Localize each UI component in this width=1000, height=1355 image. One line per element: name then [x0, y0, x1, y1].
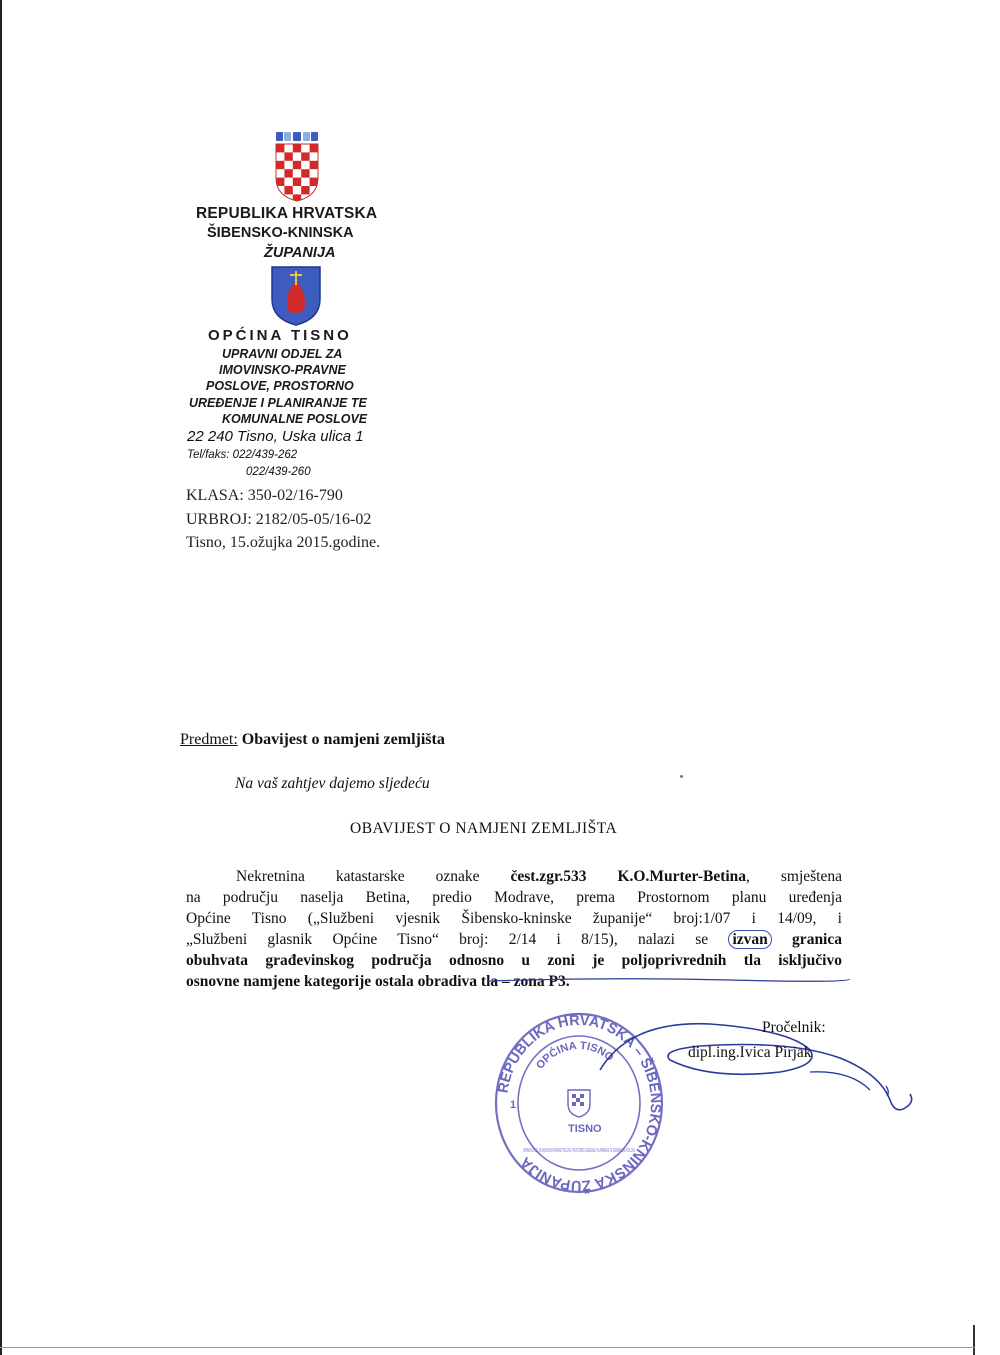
- stamp-number: 1: [510, 1099, 517, 1111]
- parcel-reference: čest.zgr.533 K.O.Murter-Betina: [510, 868, 747, 885]
- department-line: UREĐENJE I PLANIRANJE TE: [189, 396, 367, 410]
- body-line: [186, 930, 842, 950]
- scan-speck: [680, 775, 683, 778]
- klasa: KLASA: 350-02/16-790: [186, 487, 343, 504]
- handwritten-signature: [590, 1010, 930, 1130]
- department-line: POSLOVE, PROSTORNO: [206, 379, 354, 393]
- body-text: , smještena: [746, 868, 843, 885]
- body-line: osnovne namjene kategorije ostala obradiva tla – zona P3.: [186, 973, 570, 990]
- body-line: obuhvata građevinskog područja odnosno u zoni je poljoprivrednih tla isključivo: [186, 952, 842, 969]
- stamp-center-text: TISNO: [568, 1123, 602, 1135]
- stamp-inner-top: OPĆINA TISNO: [534, 1039, 616, 1072]
- body-line: na području naselja Betina, predio Modrave, prema Prostornom planu uređenja: [186, 889, 842, 906]
- greeting: Na vaš zahtjev dajemo sljedeću: [235, 775, 430, 792]
- municipality-name: OPĆINA TISNO: [208, 327, 352, 344]
- header-county-line1: ŠIBENSKO-KNINSKA: [207, 225, 354, 241]
- page-edge-bottom: [0, 1347, 975, 1348]
- circled-word: izvan: [728, 930, 771, 949]
- page-edge-right: [973, 1325, 975, 1355]
- stamp-coat-icon: [568, 1090, 590, 1117]
- department-line: IMOVINSKO-PRAVNE: [219, 363, 346, 377]
- pen-underline-mark: [490, 975, 850, 987]
- tisno-municipality-crest-icon: [270, 265, 322, 327]
- body-line: Općine Tisno („Službeni vjesnik Šibensko-kninske županije“ broj:1/07 i 14/09, i: [186, 910, 842, 927]
- address: 22 240 Tisno, Uska ulica 1: [187, 428, 364, 445]
- page-edge-left: [0, 0, 2, 1355]
- header-county-line2: ŽUPANIJA: [264, 245, 336, 261]
- body-text: Nekretnina katastarske oznake: [236, 868, 511, 885]
- header-country: REPUBLIKA HRVATSKA: [196, 205, 378, 222]
- stamp-outer-text: REPUBLIKA HRVATSKA – ŠIBENSKO-KNINSKA ŽUPANIJA: [495, 1012, 664, 1194]
- department-line: UPRAVNI ODJEL ZA: [222, 347, 343, 361]
- date: Tisno, 15.ožujka 2015.godine.: [186, 534, 381, 551]
- body-text: granica: [771, 931, 842, 948]
- tel-line-1: [187, 449, 297, 461]
- tel-label: Tel/faks:: [187, 449, 230, 461]
- croatian-coat-of-arms-icon: [274, 132, 320, 202]
- subject-value: Obavijest o namjeni zemljišta: [241, 731, 445, 748]
- urbroj: URBROJ: 2182/05-05/16-02: [186, 511, 372, 528]
- body-line: [236, 867, 842, 887]
- subject-line: [180, 731, 445, 749]
- document-title: OBAVIJEST O NAMJENI ZEMLJIŠTA: [350, 820, 618, 837]
- department-line: KOMUNALNE POSLOVE: [222, 412, 368, 426]
- body-text: „Službeni glasnik Općine Tisno“ broj: 2/14 i 8/15), nalazi se: [186, 931, 729, 948]
- subject-label: Predmet:: [180, 731, 238, 748]
- signatory-title: Pročelnik:: [762, 1019, 826, 1036]
- tel-number: 022/439-262: [232, 449, 298, 461]
- signatory-name: dipl.ing.Ivica Pirjak: [688, 1044, 812, 1061]
- stamp-inner-ring: UPRAVNI ODJEL ZA IMOVINSKO-PRAVNE POSLOVE, PROSTORNO UREĐENJE I PLANIRANJE TE KOMUNALNE POSLOVE: [523, 1148, 636, 1154]
- tel-number: 022/439-260: [246, 466, 311, 478]
